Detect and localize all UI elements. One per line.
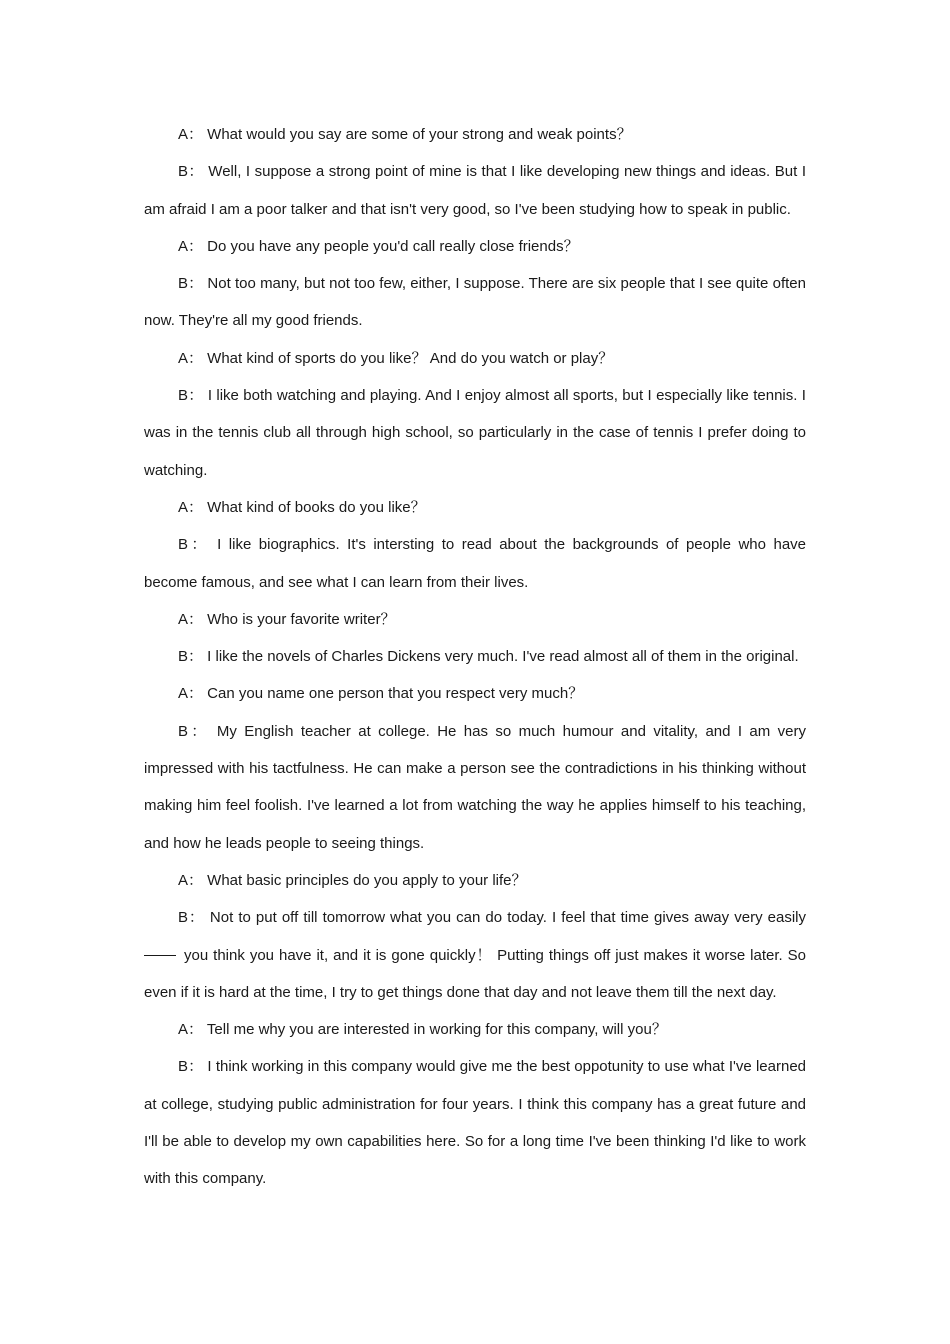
speaker-label: A： <box>178 1021 204 1039</box>
dialogue-text: I think working in this company would give me the best oppotunity to use what I've learned at college, studying public administration for four years. I think this company has a great future and I'll be able to develop my own capabilities here. So for a long time I've been thinking I'd like to work with this company. <box>144 1058 807 1188</box>
dialogue-text: I like both watching and playing. And I enjoy almost all sports, but I especially like tennis. I was in the tennis club all through high school, so particularly in the case of tennis I prefer doing to watching. <box>144 387 806 479</box>
dialogue-line-a <box>144 1011 806 1048</box>
speaker-label: B： <box>178 387 204 405</box>
speaker-label: B： <box>178 1058 204 1076</box>
dialogue-line-b <box>144 265 806 340</box>
dialogue-line-a <box>144 862 806 899</box>
dialogue-text: Not too many, but not too few, either, I suppose. There are six people that I see quite often now. They're all my good friends. <box>144 275 806 330</box>
dialogue-line-a <box>144 601 806 638</box>
dialogue-text: What basic principles do you apply to your life？ <box>203 871 527 889</box>
speaker-label: B： <box>178 722 210 740</box>
dialogue-text: What kind of books do you like？ <box>203 498 426 516</box>
dialogue-text: Who is your favorite writer？ <box>203 610 396 628</box>
speaker-label: B： <box>178 648 204 666</box>
speaker-label: A： <box>178 871 204 889</box>
dialogue-text: I like the novels of Charles Dickens very much. I've read almost all of them in the original. <box>203 648 799 666</box>
document-page <box>144 116 806 1198</box>
dialogue-line-b <box>144 713 806 862</box>
speaker-label: A： <box>178 610 204 628</box>
dialogue-line-b <box>144 1048 806 1197</box>
dialogue-text: What kind of sports do you like？ And do you watch or play？ <box>203 349 614 367</box>
dialogue-text: Can you name one person that you respect very much？ <box>203 685 584 703</box>
dialogue-line-a <box>144 340 806 377</box>
speaker-label: A： <box>178 237 204 255</box>
speaker-label: A： <box>178 498 204 516</box>
dialogue-text: What would you say are some of your strong and weak points？ <box>203 126 632 143</box>
em-dash-rule <box>144 955 176 956</box>
dialogue-text: Do you have any people you'd call really close friends？ <box>203 237 579 255</box>
speaker-label: A： <box>178 685 204 703</box>
dialogue-text: My English teacher at college. He has so much humour and vitality, and I am very impressed with his tactfulness. He can make a person see the contradictions in his thinking without making him feel foolish. I've learned a lot from watching the way he applies himself to his teaching, and how he leads people to seeing things. <box>144 722 806 852</box>
speaker-label: B： <box>178 536 210 554</box>
speaker-label: B： <box>178 909 205 927</box>
dialogue-text: Not to put off till tomorrow what you can do today. I feel that time gives away very easily <box>204 909 806 927</box>
dialogue-line-a <box>144 675 806 712</box>
speaker-label: A： <box>178 126 204 143</box>
dialogue-text: I like biographics. It's intersting to read about the backgrounds of people who have become famous, and see what I can learn from their lives. <box>144 536 806 591</box>
speaker-label: A： <box>178 349 204 367</box>
dialogue-line-b <box>144 526 806 601</box>
dialogue-text: Tell me why you are interested in working for this company, will you？ <box>203 1021 667 1039</box>
dialogue-line-b <box>144 377 806 489</box>
dialogue-line-b <box>144 899 806 1011</box>
dialogue-line-a <box>144 116 806 153</box>
speaker-label: B： <box>178 163 204 181</box>
dialogue-text-continued: you think you have it, and it is gone quickly！ Putting things off just makes it worse later. So even if it is hard at the time, I try to get things done that day and not leave them till the next day. <box>144 946 806 1001</box>
dialogue-line-a <box>144 228 806 265</box>
dialogue-line-b <box>144 638 806 675</box>
dialogue-line-b <box>144 153 806 228</box>
dialogue-text: Well, I suppose a strong point of mine is that I like developing new things and ideas. But I am afraid I am a poor talker and that isn't very good, so I've been studying how to speak in public. <box>144 163 806 218</box>
dialogue-line-a <box>144 489 806 526</box>
speaker-label: B： <box>178 275 204 293</box>
